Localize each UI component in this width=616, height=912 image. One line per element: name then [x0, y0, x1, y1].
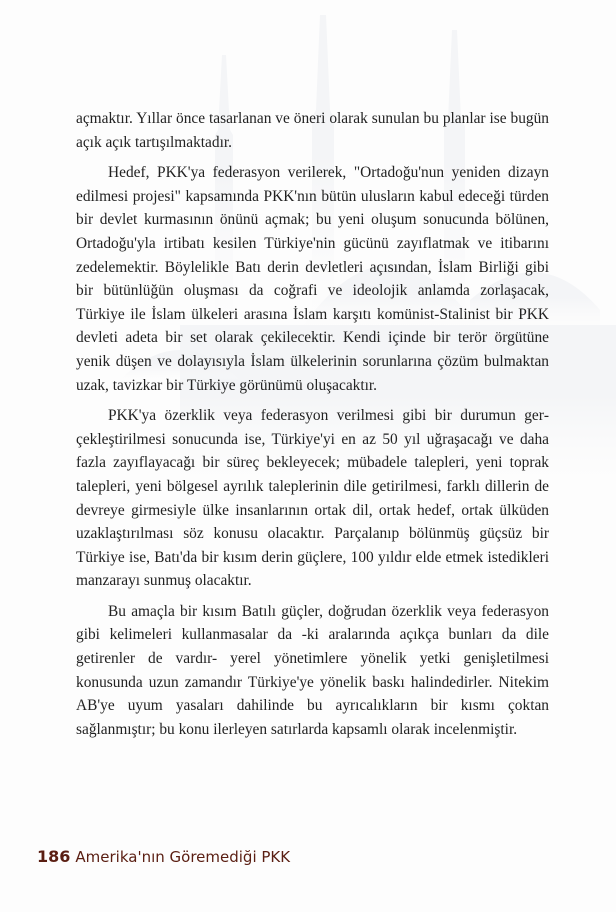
paragraph: Bu amaçla bir kısım Batılı güçler, doğrudan özerklik veya federasyon gibi kelimeleri kullanmasalar da -ki aralarında açıkça bunları da dile getirenler de vardır- yerel yönetimlere yönelik yetki genişletilmesi konusunda uzun zamandır Türkiye'ye yönelik baskı halindedirler. Nitekim AB'ye uyum yasaları dahilinde bu ayrıcalıkların bir kısmı çoktan sağlanmıştır; bu konu ilerleyen satırlarda kapsamlı olarak incelenmiştir. — [76, 602, 549, 738]
page-body — [76, 107, 549, 748]
paragraph: Hedef, PKK'ya federasyon verilerek, "Ortadoğu'nun yeniden dizayn edilmesi projesi" kapsamında PKK'nın bütün ulusların kabul edeceği türden bir devlet kurmasının önünü açmak; bu yeni oluşum sonucunda bölünen, Ortadoğu'yla irtibatı kesilen Türkiye'nin gücünü zayıflatmak ve itibarını zedelemektir. Böylelikle Batı derin devletleri açısından, İslam Birliği gibi bir bütünlüğün oluşması da coğrafi ve ideolojik anlamda zorlaşacak, Türkiye ile İslam ülkeleri arasına İslam karşıtı komünist-Stalinist bir PKK devleti adeta bir set olarak çekilecektir. Kendi içinde bir terör örgütüne yenik düşen ve dolayısıyla İslam ülkelerinin sorunlarına çözüm bulmaktan uzak, tavizkar bir Türkiye görünümü oluşacaktır. — [76, 164, 549, 394]
page-footer — [37, 847, 290, 866]
paragraph: açmaktır. Yıllar önce tasarlanan ve öneri olarak sunulan bu planlar ise bugün açık açık tartışılmaktadır. — [76, 110, 549, 151]
book-title: Amerika'nın Göremediği PKK — [75, 848, 291, 866]
paragraph: PKK'ya özerklik veya federasyon verilmesi gibi bir durumun gerçekleştirilmesi sonucunda ise, Türkiye'yi en az 50 yıl uğraşacağı ve daha fazla zayıflayacağı bir süreç bekleyecek; mübadele talepleri, yeni toprak talepleri, yeni bölgesel ayrılık taleplerinin dile getirilmesi, farklı dillerin de devreye girmesiyle ülke insanlarının ortak dil, ortak hedef, ortak ülküden uzaklaştırılması söz konusu olacaktır. Parçalanıp bölünmüş güçsüz bir Türkiye ise, Batı'da bir kısım derin güçlere, 100 yıldır elde etmek istedikleri manzarayı sunmuş olacaktır. — [76, 407, 549, 590]
page-number: 186 — [37, 847, 71, 866]
